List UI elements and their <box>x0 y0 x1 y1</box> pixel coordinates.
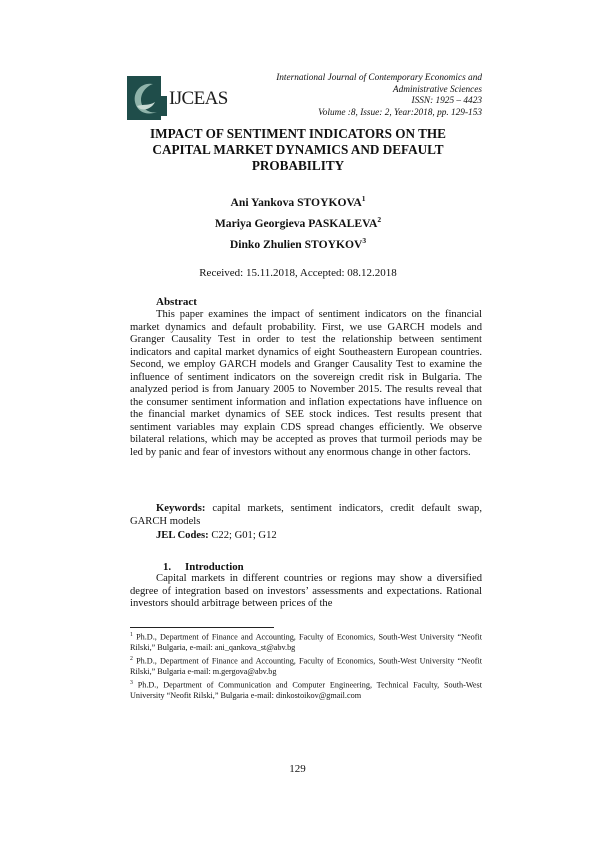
author-footnote-mark: 3 <box>362 236 367 245</box>
footnote-mark: 1 <box>130 632 133 638</box>
title-line-1: IMPACT OF SENTIMENT INDICATORS ON THE <box>150 126 446 141</box>
author-1 <box>118 194 478 209</box>
footnote-2 <box>130 654 482 677</box>
section-number: 1. <box>163 561 172 573</box>
journal-volume: Volume :8, Issue: 2, Year:2018, pp. 129-153 <box>318 107 482 118</box>
footnote-separator <box>130 627 274 628</box>
section-heading <box>163 561 244 573</box>
jel-codes <box>156 530 277 541</box>
footnote-mark: 3 <box>130 680 133 686</box>
page-number: 129 <box>289 763 306 775</box>
journal-name-line2: Administrative Sciences <box>392 84 482 95</box>
logo-emblem-icon <box>127 76 169 120</box>
footnote-text: Ph.D., Department of Communication and Computer Engineering, Technical Faculty, South-West University “Neofit Rilski,” Bulgaria e-mail: dinkostoikov@gmail.com <box>130 680 482 701</box>
keywords-label: Keywords: <box>156 503 206 514</box>
abstract-text: This paper examines the impact of sentiment indicators on the financial market dynamics and default probability. First, we use GARCH models and Granger Causality Test in order to test the relationship between sentiment indicators and capital market dynamics of eight Southeastern European countries. Second, we employ GARCH models and Granger Causality Test to examine the influence of sentiment indicators on the sovereign credit risk in Bulgaria. The analyzed period is from January 2005 to November 2015. The results reveal that the consumer sentiment information and inflation expectations have influence on the financial market dynamics of SEE stock indices. Test results present that sentiment variables may explain CDS spread changes efficiently. We observe bilateral relations, which may be accepted as proves that turmoil periods may be led by panic and fear of investors without any enormous change in other factors. <box>130 309 482 459</box>
paper-title <box>118 126 478 174</box>
title-line-2: CAPITAL MARKET DYNAMICS AND DEFAULT <box>152 142 444 157</box>
title-line-3: PROBABILITY <box>251 158 345 173</box>
keywords-text: capital markets, sentiment indicators, credit default swap, GARCH models <box>130 503 482 527</box>
journal-info <box>232 73 482 119</box>
author-name: Ani Yankova STOYKOVA <box>230 195 362 209</box>
author-footnote-mark: 1 <box>361 194 366 203</box>
jel-text: C22; G01; G12 <box>208 530 277 541</box>
intro-paragraph: Capital markets in different countries or regions may show a diversified degree of integration based on investors’ assessments and expectations. Rational investors should arbitrage between prices of the <box>130 573 482 610</box>
author-3 <box>118 236 478 251</box>
footnote-text: Ph.D., Department of Finance and Accounting, Faculty of Economics, South-West University “Neofit Rilski,” Bulgaria e-mail: m.gergova@abv.bg <box>130 656 482 677</box>
author-name: Mariya Georgieva PASKALEVA <box>214 216 378 230</box>
jel-label: JEL Codes: <box>156 530 209 541</box>
received-dates: Received: 15.11.2018, Accepted: 08.12.2018 <box>199 267 397 279</box>
journal-issn: ISSN: 1925 – 4423 <box>411 96 482 106</box>
footnote-1 <box>130 630 482 653</box>
author-footnote-mark: 2 <box>377 215 382 224</box>
logo-text: IJCEAS <box>169 88 228 109</box>
author-name: Dinko Zhulien STOYKOV <box>229 237 363 251</box>
footnote-text: Ph.D., Department of Finance and Accounting, Faculty of Economics, South-West University “Neofit Rilski,” Bulgaria, e-mail: ani_qankova_st@abv.bg <box>130 632 482 653</box>
section-title: Introduction <box>185 561 244 573</box>
author-2 <box>118 215 478 230</box>
journal-name-line1: International Journal of Contemporary Economics and <box>276 73 482 83</box>
footnote-mark: 2 <box>130 656 133 662</box>
keywords <box>130 503 482 528</box>
footnote-3 <box>130 678 482 701</box>
abstract-heading: Abstract <box>156 296 197 308</box>
